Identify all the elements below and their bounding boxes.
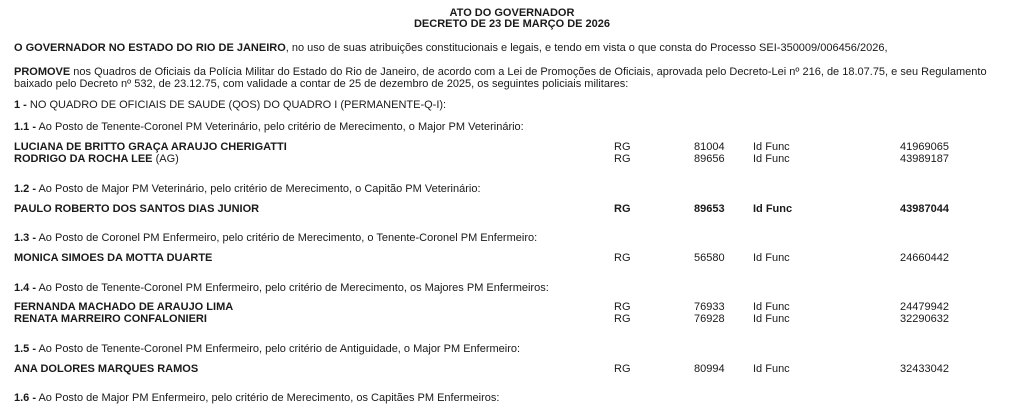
id-label: Id Func [753, 313, 790, 325]
intro-text: , no uso de suas atribuições constitucionais e legais, e tendo em vista o que consta do Processo SEI-350009/006456/2026, [285, 42, 888, 54]
rg-label: RG [614, 301, 631, 313]
item-number: 1.6 - [14, 392, 37, 404]
item-number: 1.3 - [14, 232, 37, 244]
item-number: 1.2 - [14, 183, 37, 195]
id-label: Id Func [753, 153, 790, 165]
item-number: 1.5 - [14, 343, 37, 355]
officer-name: LUCIANA DE BRITTO GRAÇA ARAUJO CHERIGATTI [14, 141, 287, 153]
officer-name: ANA DOLORES MARQUES RAMOS [14, 363, 199, 375]
table-row [14, 153, 1014, 165]
item-1-2-heading [14, 183, 994, 195]
officer-suffix: (AG) [152, 153, 179, 165]
rg-number: 81004 [694, 141, 725, 153]
table-row [14, 363, 1014, 375]
item-text: Ao Posto de Tenente-Coronel PM Enfermeiro, pelo critério de Merecimento, os Majores PM Enfermeiros: [36, 282, 549, 294]
rg-label: RG [614, 153, 631, 165]
id-label: Id Func [753, 252, 790, 264]
id-number: 32290632 [900, 313, 949, 325]
rg-label: RG [614, 363, 631, 375]
header-line-2: DECRETO DE 23 DE MARÇO DE 2026 [413, 18, 611, 30]
officer-name: RENATA MARREIRO CONFALONIERI [14, 313, 207, 325]
promove-text: nos Quadros de Oficiais da Polícia Militar do Estado do Rio de Janeiro, de acordo com a Lei de Promoções de Oficiais, aprovada pelo Decreto-Lei nº 216, de 18.07.75, e seu Regulamento baixado pelo Decreto nº 532, de 23.12.75, com validade a contar de 25 de dezembro de 2025, os seguintes policiais militares: [14, 66, 987, 90]
id-number: 24479942 [900, 301, 949, 313]
item-number: 1.1 - [14, 121, 37, 133]
item-text: Ao Posto de Tenente-Coronel PM Veterinário, pelo critério de Merecimento, o Major PM Veterinário: [36, 121, 524, 133]
table-row [14, 313, 1014, 325]
rg-number: 56580 [694, 252, 725, 264]
id-label: Id Func [753, 363, 790, 375]
id-number: 24660442 [900, 252, 949, 264]
section-number: 1 - [14, 99, 27, 111]
id-label: Id Func [753, 203, 793, 215]
officer-name-cell [14, 153, 179, 165]
item-text: Ao Posto de Tenente-Coronel PM Enfermeiro, pelo critério de Antiguidade, o Major PM Enfermeiro: [36, 343, 521, 355]
id-number: 41969065 [900, 141, 949, 153]
section-text: NO QUADRO DE OFICIAIS DE SAUDE (QOS) DO QUADRO I (PERMANENTE-Q-I): [26, 99, 447, 111]
item-1-5-heading [14, 343, 994, 355]
rg-label: RG [614, 252, 631, 264]
rg-label: RG [614, 141, 631, 153]
intro-paragraph [14, 42, 994, 54]
rg-label: RG [614, 203, 631, 215]
rg-number: 89656 [694, 153, 725, 165]
rg-number: 76928 [694, 313, 725, 325]
officer-name: FERNANDA MACHADO DE ARAUJO LIMA [14, 301, 234, 313]
table-row [14, 141, 1014, 153]
table-row [14, 301, 1014, 313]
promove-paragraph [14, 66, 994, 90]
rg-number: 89653 [694, 203, 725, 215]
id-number: 43989187 [900, 153, 949, 165]
item-number: 1.4 - [14, 282, 37, 294]
item-1-4-heading [14, 282, 994, 294]
table-row [14, 203, 1014, 215]
item-1-1-heading [14, 121, 994, 133]
id-label: Id Func [753, 301, 790, 313]
promove-lead: PROMOVE [14, 66, 71, 78]
rg-number: 80994 [694, 363, 725, 375]
item-text: Ao Posto de Major PM Veterinário, pelo critério de Merecimento, o Capitão PM Veterinário: [36, 183, 481, 195]
item-text: Ao Posto de Coronel PM Enfermeiro, pelo critério de Merecimento, o Tenente-Coronel PM Enfermeiro: [36, 232, 538, 244]
table-row [14, 252, 1014, 264]
rg-number: 76933 [694, 301, 725, 313]
id-number: 43987044 [900, 203, 949, 215]
item-1-3-heading [14, 232, 994, 244]
item-1-6-heading [14, 392, 994, 404]
officer-name: MONICA SIMOES DA MOTTA DUARTE [14, 252, 213, 264]
intro-lead: O GOVERNADOR NO ESTADO DO RIO DE JANEIRO [14, 42, 286, 54]
officer-name: RODRIGO DA ROCHA LEE [14, 153, 153, 165]
section-1-heading [14, 99, 994, 111]
rg-label: RG [614, 313, 631, 325]
officer-name: PAULO ROBERTO DOS SANTOS DIAS JUNIOR [14, 203, 260, 215]
id-label: Id Func [753, 141, 790, 153]
document-header [0, 0, 1024, 30]
item-text: Ao Posto de Major PM Enfermeiro, pelo critério de Merecimento, os Capitães PM Enfermeiros: [36, 392, 500, 404]
header-line-1: ATO DO GOVERNADOR [449, 7, 575, 19]
id-number: 32433042 [900, 363, 949, 375]
